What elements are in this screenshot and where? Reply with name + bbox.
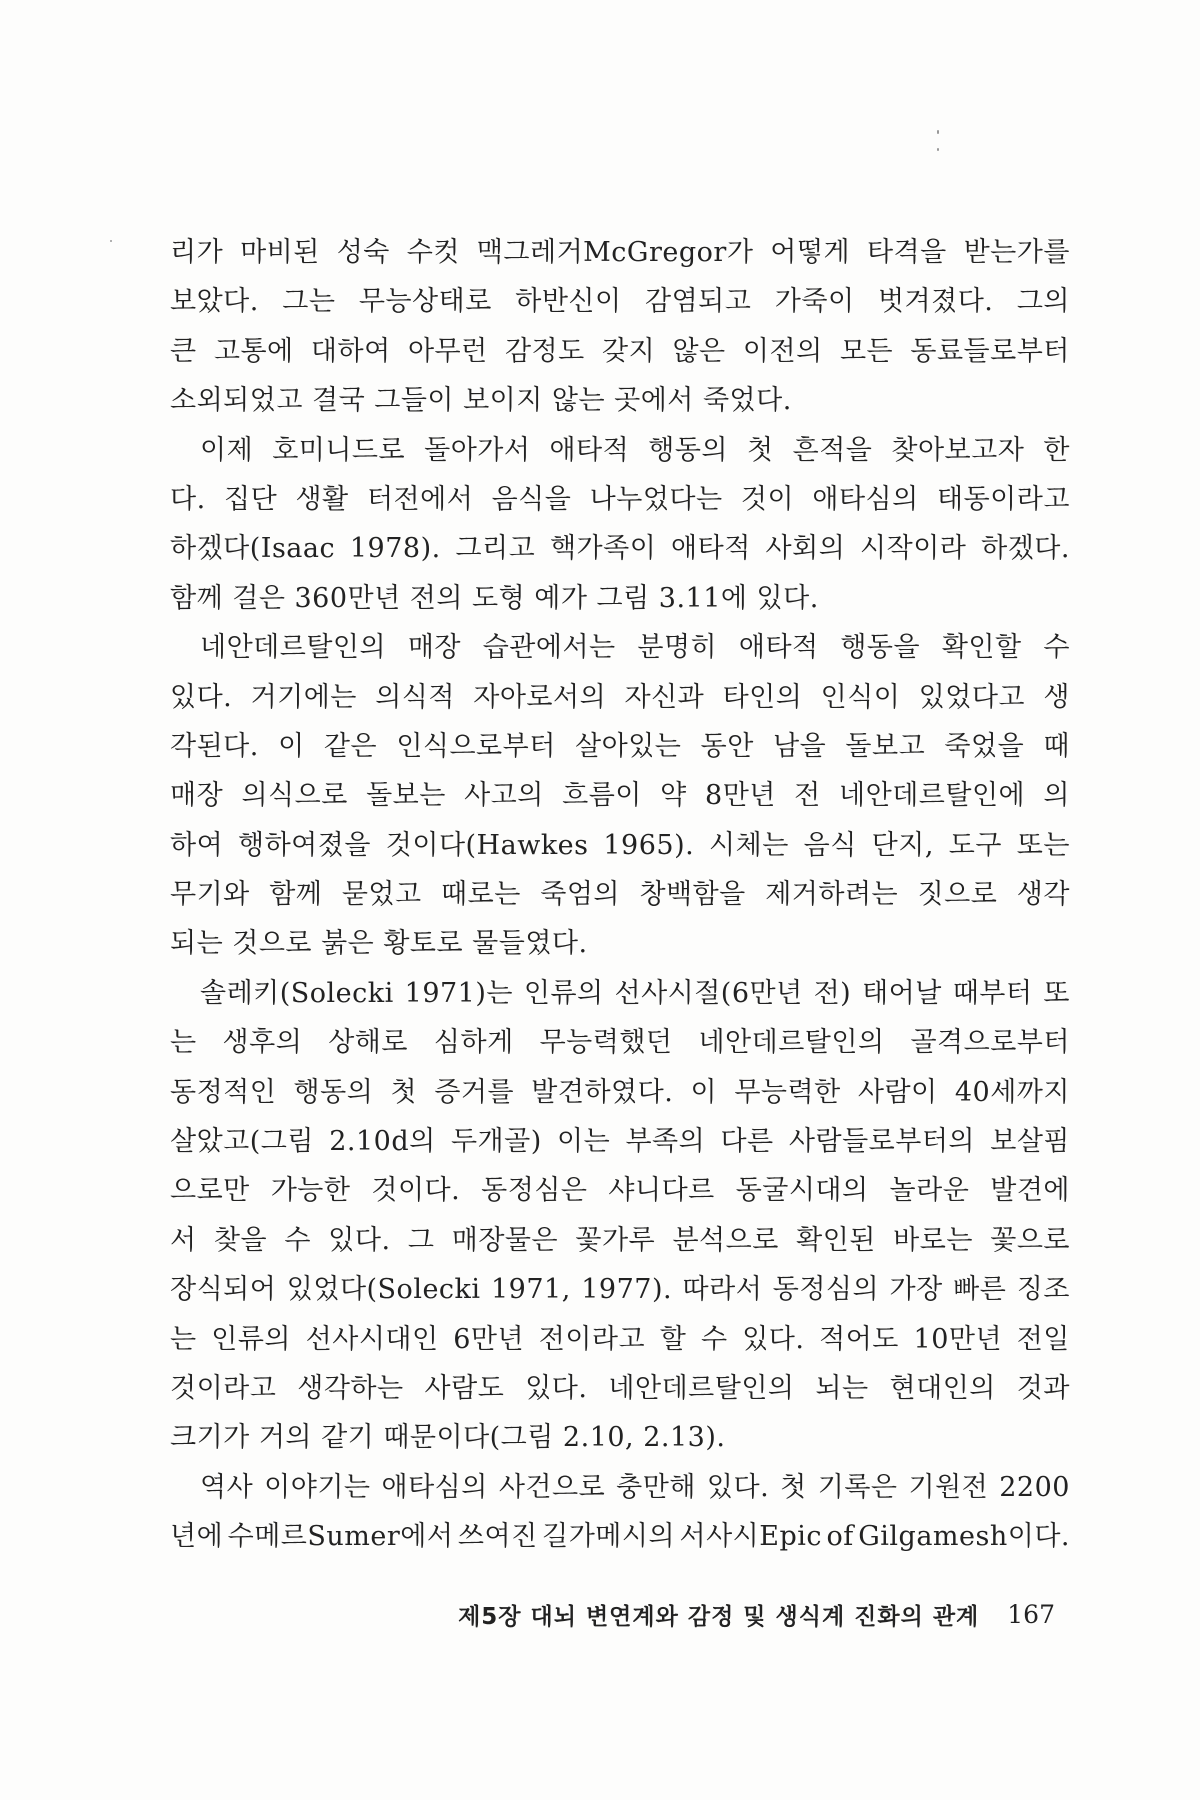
text-line: 크기가 거의 같기 때문이다(그림 2.10, 2.13). [170, 1422, 726, 1454]
text-line: 하겠다(Isaac 1978). 그리고 핵가족이 애타적 사회의 시작이라 하겠다. [170, 533, 1070, 565]
text-line: 무기와 함께 묻었고 때로는 죽엄의 창백함을 제거하려는 짓으로 생각 [170, 879, 1070, 911]
text-line: 동정적인 행동의 첫 증거를 발견하였다. 이 무능력한 사람이 40세까지 [170, 1076, 1070, 1108]
page-footer [405, 1594, 1055, 1634]
text-line: 네안데르탈인의 매장 습관에서는 분명히 애타적 행동을 확인할 수 [200, 632, 1070, 664]
text-line: 는 인류의 선사시대인 6만년 전이라고 할 수 있다. 적어도 10만년 전일 [170, 1323, 1070, 1355]
text-line: 각된다. 이 같은 인식으로부터 살아있는 동안 남을 돌보고 죽었을 때 [170, 730, 1070, 762]
scan-speck [110, 240, 112, 242]
text-line: 장식되어 있었다(Solecki 1971, 1977). 따라서 동정심의 가장 빠른 징조 [170, 1274, 1070, 1306]
text-line: 소외되었고 결국 그들이 보이지 않는 곳에서 죽었다. [170, 385, 792, 417]
text-line: 큰 고통에 대하여 아무런 감정도 갖지 않은 이전의 모든 동료들로부터 [170, 335, 1070, 367]
text-line: 하여 행하여졌을 것이다(Hawkes 1965). 시체는 음식 단지, 도구 또는 [170, 829, 1070, 861]
text-line: 다. 집단 생활 터전에서 음식을 나누었다는 것이 애타심의 태동이라고 [170, 483, 1070, 515]
text-line: 년에 수메르Sumer에서 쓰여진 길가메시의 서사시Epic of Gilgamesh이다. [170, 1521, 1070, 1553]
running-footer-chapter-title: 제5장 대뇌 변연계와 감정 및 생식계 진화의 관계 [458, 1603, 980, 1630]
text-line: 서 찾을 수 있다. 그 매장물은 꽃가루 분석으로 확인된 바로는 꽃으로 [170, 1224, 1070, 1256]
text-line: 보았다. 그는 무능상태로 하반신이 감염되고 가죽이 벗겨졌다. 그의 [170, 286, 1070, 318]
text-line: 리가 마비된 성숙 수컷 맥그레거McGregor가 어떻게 타격을 받는가를 [170, 237, 1070, 268]
text-line: 되는 것으로 붉은 황토로 물들였다. [170, 928, 588, 960]
text-line: 살았고(그림 2.10d의 두개골) 이는 부족의 다른 사람들로부터의 보살핌 [170, 1126, 1070, 1158]
text-line: 매장 의식으로 돌보는 사고의 흐름이 약 8만년 전 네안데르탈인에 의 [170, 780, 1070, 812]
scan-speck [937, 148, 939, 151]
text-line: 으로만 가능한 것이다. 동정심은 샤니다르 동굴시대의 놀라운 발견에 [170, 1175, 1070, 1207]
body-text [170, 228, 1070, 1562]
text-line: 함께 걸은 360만년 전의 도형 예가 그림 3.11에 있다. [170, 582, 819, 614]
scan-speck [937, 130, 939, 134]
text-line: 역사 이야기는 애타심의 사건으로 충만해 있다. 첫 기록은 기원전 2200 [200, 1471, 1070, 1503]
page-number: 167 [1007, 1599, 1055, 1629]
text-line: 이제 호미니드로 돌아가서 애타적 행동의 첫 흔적을 찾아보고자 한 [200, 434, 1070, 466]
text-line: 솔레키(Solecki 1971)는 인류의 선사시절(6만년 전) 태어날 때부터 또 [200, 977, 1070, 1009]
text-line: 있다. 거기에는 의식적 자아로서의 자신과 타인의 인식이 있었다고 생 [170, 681, 1070, 713]
text-line: 것이라고 생각하는 사람도 있다. 네안데르탈인의 뇌는 현대인의 것과 [170, 1372, 1070, 1404]
text-line: 는 생후의 상해로 심하게 무능력했던 네안데르탈인의 골격으로부터 [170, 1027, 1070, 1059]
